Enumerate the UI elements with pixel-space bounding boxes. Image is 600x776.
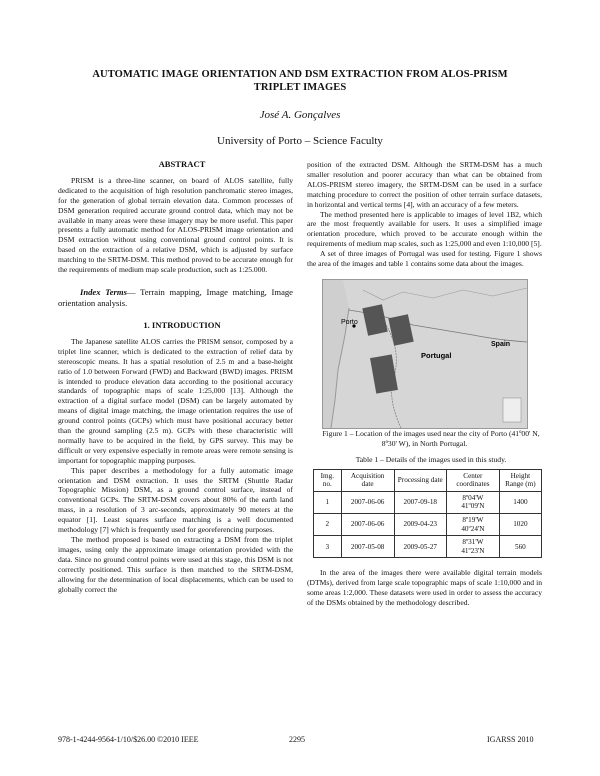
closing-paragraph: In the area of the images there were available digital terrain models (DTMs), derived from large scale topographic maps of scale 1:10,000 and in some areas 1:2,000. These datasets were used in order to assess the accuracy of the DSMs obtained by the methodology described. [307, 568, 542, 608]
map-legend [503, 398, 521, 422]
index-terms-dash: — [126, 286, 136, 297]
table-cell [447, 536, 500, 558]
spain-label: Spain [491, 340, 511, 348]
footer-conference: IGARSS 2010 [487, 735, 534, 744]
table-cell: 1 [314, 491, 342, 513]
intro-paragraph-1: The Japanese satellite ALOS carries the PRISM sensor, composed by a triplet line scanner, which is dedicated to the extraction of relief data by stereoscopic means. It has a spatial resolution of 2.5 m and a base-height ratio of 1.0 between Forward (FWD) and Backward (BWD) images. PRISM is intended to produce elevation data according to the positional accuracy standards of topographic maps of scale 1:25,000 [13]. Although the extraction of a digital surface model (DSM) can be largely automated by means of digital image matching, the image orientation requires the use of ground control points (GCPs) which must have positional accuracy better than the ground sampling (2.5 m). GCPs with these characteristic will normally have to be acquired in the field, by GPS survey. This may be difficult or very expensive especially in remote areas were remote sensing is important for topographic mapping purposes. [58, 336, 293, 465]
footer-page-number: 2295 [289, 735, 305, 744]
right-column [307, 160, 542, 608]
abstract-heading: ABSTRACT [158, 159, 206, 169]
coord-lat: 41º23'N [461, 546, 485, 555]
table-header-cell: Img. no. [314, 469, 342, 491]
coord-lon: 8º19'W [462, 516, 484, 525]
title-line-2: TRIPLET IMAGES [253, 82, 347, 93]
portugal-label: Portugal [421, 350, 452, 360]
index-terms-label: Index Terms [80, 286, 127, 297]
index-terms [58, 287, 293, 309]
table-cell: 2007-06-06 [341, 491, 394, 513]
table-cell: 1400 [499, 491, 541, 513]
map-graphic [323, 280, 527, 428]
table-1-caption: Table 1 – Details of the images used in this study. [355, 454, 507, 464]
table-cell: 3 [314, 536, 342, 558]
index-terms-text: Terrain mapping, Image matching, Image orientation analysis. [58, 286, 293, 308]
intro-paragraph-4: position of the extracted DSM. Although the SRTM-DSM has a much smaller resolution and poorer accuracy than what can be obtained from ALOS-PRISM stereo imagery, the SRTM-DSM can be used in a surface matching procedure to correct the position of other terrain surface datasets, in horizontal and vertical terms [4], with an accuracy of a few meters. [307, 160, 542, 209]
coord-lon: 8º04'W [462, 493, 484, 502]
table-cell [447, 491, 500, 513]
intro-paragraph-5: The method presented here is applicable to images of level 1B2, which are the most frequently available for users. It uses a simplified image orientation procedure, which proved to be accurate enough within the requirements of medium map scales, such as 1:25,000 and even 1:10,000 [5]. [307, 209, 542, 249]
table-cell: 2007-06-06 [341, 514, 394, 536]
table-row [314, 536, 542, 558]
abstract-text: PRISM is a three-line scanner, on board of ALOS satellite, fully dedicated to the acquisition of high resolution panchromatic stereo images, for the generation of global terrain elevation data. Common processes of DSM generation required accurate ground control data, which may not be available in many areas were these imagery may be more useful. This paper presents a fully automatic method for ALOS-PRISM image orientation and DSM extraction without using conventional ground control points. It is based on the extraction of a relative DSM, which is adjusted by surface matching to the SRTM-DSM. This method proved to be accurate enough for the requirements of medium map scale production, such as 1:25.000. [58, 175, 293, 275]
table-cell: 2009-04-23 [394, 514, 446, 536]
table-1 [313, 469, 542, 559]
figure-1-map [322, 279, 528, 429]
title-line-1: AUTOMATIC IMAGE ORIENTATION AND DSM EXTRACTION FROM ALOS-PRISM [92, 69, 508, 80]
intro-paragraph-2: This paper describes a methodology for a fully automatic image orientation and DSM extraction. It uses the SRTM (Shuttle Radar Topographic Mission) DSM, as a ground control surface, instead of conventional GCPs. The SRTM-DSM covers about 80% of the earth land mass, in a resolution of 3 arc-seconds, approximately 90 meters at the equator [1]. Least squares surface matching is a well documented methodology [7] which is frequently used for georeferencing purposes. [58, 465, 293, 535]
table-header-cell: Acquisition date [341, 469, 394, 491]
table-cell: 1020 [499, 514, 541, 536]
table-cell: 2 [314, 514, 342, 536]
table-header-cell: Height Range (m) [499, 469, 541, 491]
coord-lat: 41º09'N [461, 502, 485, 511]
footer-isbn: 978-1-4244-9564-1/10/$26.00 ©2010 IEEE [58, 735, 199, 744]
figure-1-caption: Figure 1 – Location of the images used near the city of Porto (41º00' N, 8º30' W), in North Portugal. [322, 428, 540, 448]
table-header-cell: Center coordinates [447, 469, 500, 491]
affiliation: University of Porto – Science Faculty [217, 135, 383, 147]
intro-paragraph-3: The method proposed is based on extracting a DSM from the triplet images, using only the approximate image orientation provided with the data. Since no ground control points were used at this stage, this DSM is not correctly positioned. This surface is then matched to the SRTM-DSM, allowing for the determination of local displacements, which can be used to globally correct the [58, 535, 293, 594]
table-header-cell: Processing date [394, 469, 446, 491]
table-cell: 560 [499, 536, 541, 558]
paper-title [60, 68, 540, 94]
coord-lat: 40º24'N [461, 524, 485, 533]
porto-label: Porto [341, 318, 358, 326]
intro-paragraph-6: A set of three images of Portugal was used for testing. Figure 1 shows the area of the images and table 1 contains some data about the images. [307, 249, 542, 269]
table-row [314, 514, 542, 536]
table-row [314, 491, 542, 513]
intro-heading: 1. INTRODUCTION [143, 319, 221, 330]
table-cell [447, 514, 500, 536]
table-cell: 2009-05-27 [394, 536, 446, 558]
left-column [58, 160, 293, 594]
coord-lon: 8º31'W [462, 538, 484, 547]
table-header-row [314, 469, 542, 491]
author: José A. Gonçalves [259, 109, 341, 121]
table-cell: 2007-05-08 [341, 536, 394, 558]
table-cell: 2007-09-18 [394, 491, 446, 513]
